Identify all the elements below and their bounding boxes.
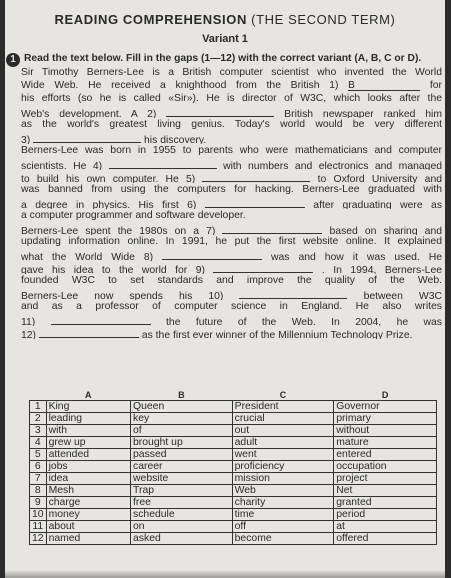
answer-options-table	[29, 389, 437, 545]
header-col-d: D	[381, 389, 389, 400]
option-a-cell[interactable]: attended	[46, 449, 130, 461]
gap-2[interactable]	[166, 105, 274, 117]
option-c-cell[interactable]: time	[232, 509, 334, 521]
text-segment: 3)	[21, 135, 31, 144]
header-col-a: A	[85, 389, 92, 400]
gap-12[interactable]	[39, 326, 139, 338]
row-number-cell: 4	[30, 437, 47, 449]
text-segment: to build his own computer. He 5)	[21, 174, 196, 183]
option-a-cell[interactable]: named	[46, 533, 130, 545]
table-row	[30, 509, 437, 521]
option-d-cell[interactable]: at	[334, 521, 437, 533]
table-row	[30, 461, 437, 473]
table-row	[30, 485, 437, 497]
title-bold: READING COMPREHENSION	[54, 12, 247, 27]
option-d-cell[interactable]: granted	[334, 497, 437, 509]
option-b-cell[interactable]: on	[131, 521, 233, 533]
row-number-cell: 10	[30, 509, 47, 521]
option-a-cell[interactable]: idea	[46, 473, 130, 485]
header-col-b: B	[178, 389, 185, 400]
text-line-3: his efforts (so he is called «Sir»). He is director of W3C, which looks after the	[21, 93, 442, 104]
text-line-4	[21, 105, 442, 118]
option-c-cell[interactable]: went	[232, 449, 334, 461]
row-number-cell: 3	[30, 425, 47, 437]
option-c-cell[interactable]: become	[232, 533, 334, 545]
text-segment: Berners-Lee spent the 1980s on a 7)	[21, 226, 216, 235]
page-title	[5, 12, 445, 27]
text-line-12: a computer programmer and software developer.	[21, 210, 246, 221]
table-row	[30, 401, 437, 413]
text-line-16	[21, 261, 442, 274]
option-b-cell[interactable]: of	[131, 425, 233, 437]
header-number-cell	[30, 389, 47, 401]
row-number-cell: 8	[30, 485, 47, 497]
variant-label: Variant 1	[202, 33, 248, 45]
option-a-cell[interactable]: jobs	[46, 461, 130, 473]
option-a-cell[interactable]: King	[46, 401, 130, 413]
title-rest: (THE SECOND TERM)	[246, 12, 396, 27]
option-a-cell[interactable]: Mesh	[46, 485, 130, 497]
option-d-cell[interactable]: Net	[334, 485, 437, 497]
text-segment: 12)	[21, 330, 37, 339]
task-instruction: Read the text below. Fill in the gaps (1—12) with the correct variant (A, B, C or D).	[24, 53, 422, 64]
option-d-cell[interactable]: mature	[334, 437, 437, 449]
option-a-cell[interactable]: leading	[46, 413, 130, 425]
text-line-13	[21, 222, 442, 235]
table-header-row	[30, 389, 437, 401]
option-b-cell[interactable]: Queen	[131, 401, 233, 413]
text-line-2	[21, 79, 442, 92]
table-row	[30, 521, 437, 533]
row-number-cell: 9	[30, 497, 47, 509]
row-number-cell: 11	[30, 521, 47, 533]
option-b-cell[interactable]: career	[131, 461, 233, 473]
text-line-11	[21, 196, 442, 209]
text-line-20	[21, 313, 442, 326]
text-segment: a degree in physics. His first 6)	[21, 200, 197, 209]
option-b-cell[interactable]: brought up	[131, 437, 233, 449]
option-d-cell[interactable]: period	[334, 509, 437, 521]
text-segment: the future of the Web. In 2004, he was	[166, 317, 442, 326]
text-segment: Web's development. A 2)	[21, 109, 157, 118]
text-line-15	[21, 248, 442, 261]
row-number-cell: 1	[30, 401, 47, 413]
text-line-10: was banned from using the computers for hacking. Berners-Lee graduated with	[21, 184, 442, 195]
row-number-cell: 12	[30, 533, 47, 545]
text-segment: between W3C	[363, 291, 442, 300]
option-d-cell[interactable]: Governor	[334, 401, 437, 413]
text-line-5: as the world's greatest living genius. Today's world would be very different	[21, 119, 442, 130]
gap-7[interactable]	[222, 222, 322, 234]
text-line-7: Berners-Lee was born in 1955 to parents who were mathematicians and computer	[21, 145, 442, 156]
option-b-cell[interactable]: schedule	[131, 509, 233, 521]
gap-6[interactable]	[205, 196, 305, 208]
text-line-21	[21, 326, 442, 339]
option-d-cell[interactable]: without	[334, 425, 437, 437]
table-row	[30, 437, 437, 449]
option-a-cell[interactable]: with	[46, 425, 130, 437]
text-segment: Berners-Lee now spends his 10)	[21, 291, 224, 300]
header-col-c: C	[279, 389, 287, 400]
text-segment: gave his idea to the world for 9)	[21, 265, 205, 274]
option-a-cell[interactable]: money	[46, 509, 130, 521]
text-segment: based on sharing and	[329, 226, 442, 235]
text-segment: British newspaper ranked him	[284, 109, 442, 118]
text-segment: his discovery.	[144, 135, 207, 144]
option-d-cell[interactable]: offered	[334, 533, 437, 545]
row-number-cell: 5	[30, 449, 47, 461]
table-row	[30, 497, 437, 509]
gap-8[interactable]	[162, 248, 262, 260]
option-b-cell[interactable]: Trap	[131, 485, 233, 497]
row-number-cell: 7	[30, 473, 47, 485]
gap-11[interactable]	[51, 313, 151, 325]
text-segment: with numbers and electronics and managed	[223, 161, 442, 170]
table-row	[30, 413, 437, 425]
row-number-cell: 6	[30, 461, 47, 473]
text-line-17: founded W3C to set standards and improve the quality of the Web.	[21, 275, 442, 286]
text-line-14: updating information online. In 1991, he put the first website online. It explained	[21, 236, 442, 247]
text-segment: scientists. He 4)	[21, 161, 103, 170]
text-segment: to Oxford University and	[317, 174, 442, 183]
option-d-cell[interactable]: entered	[334, 449, 437, 461]
option-c-cell[interactable]: charity	[232, 497, 334, 509]
gap-5[interactable]	[202, 170, 310, 182]
gap-9[interactable]	[213, 261, 313, 273]
option-b-cell[interactable]: key	[131, 413, 233, 425]
option-c-cell[interactable]: off	[232, 521, 334, 533]
option-b-cell[interactable]: website	[131, 473, 233, 485]
option-c-cell[interactable]: proficiency	[232, 461, 334, 473]
table-row	[30, 473, 437, 485]
gap-3[interactable]	[33, 131, 141, 143]
option-c-cell[interactable]: mission	[232, 473, 334, 485]
table-row	[30, 449, 437, 461]
option-d-cell[interactable]: project	[334, 473, 437, 485]
gap-1-answer[interactable]	[348, 79, 420, 91]
text-segment: what the World Wide 8)	[21, 252, 154, 261]
gap-10[interactable]	[239, 287, 347, 299]
text-segment: for	[429, 80, 442, 91]
option-d-cell[interactable]: primary	[334, 413, 437, 425]
worksheet-page	[5, 0, 445, 578]
text-line-6	[21, 131, 442, 144]
table-row	[30, 425, 437, 437]
text-segment: was and how it was used. He	[271, 252, 442, 261]
text-line-18	[21, 287, 442, 300]
text-segment: . In 1994, Berners-Lee	[321, 265, 442, 274]
option-a-cell[interactable]: about	[46, 521, 130, 533]
row-number-cell: 2	[30, 413, 47, 425]
option-c-cell[interactable]: adult	[232, 437, 334, 449]
text-segment: as the first ever winner of the Millennium Technology Prize.	[141, 330, 413, 339]
option-a-cell[interactable]: grew up	[46, 437, 130, 449]
option-d-cell[interactable]: occupation	[334, 461, 437, 473]
text-segment: after graduating were as	[313, 200, 442, 209]
option-b-cell[interactable]: free	[131, 497, 233, 509]
option-c-cell[interactable]: Web	[232, 485, 334, 497]
option-b-cell[interactable]: passed	[131, 449, 233, 461]
option-c-cell[interactable]: crucial	[232, 413, 334, 425]
gap-4[interactable]	[109, 157, 217, 169]
option-c-cell[interactable]: out	[232, 425, 334, 437]
page-edge-shadow	[5, 570, 445, 578]
text-line-1: Sir Timothy Berners-Lee is a British computer scientist who invented the World	[21, 67, 442, 78]
task-number-badge: 1	[6, 53, 20, 67]
text-segment: Wide Web. He received a knighthood from the British 1)	[21, 80, 339, 91]
option-a-cell[interactable]: charge	[46, 497, 130, 509]
gap-1-answer-text: B	[348, 80, 355, 91]
text-line-9	[21, 170, 442, 183]
table-row	[30, 533, 437, 545]
text-segment: 11)	[21, 317, 36, 326]
option-b-cell[interactable]: asked	[131, 533, 233, 545]
text-line-8	[21, 157, 442, 170]
option-c-cell[interactable]: President	[232, 401, 334, 413]
text-line-19: and as a professor of computer science in England. He also writes	[21, 301, 442, 312]
